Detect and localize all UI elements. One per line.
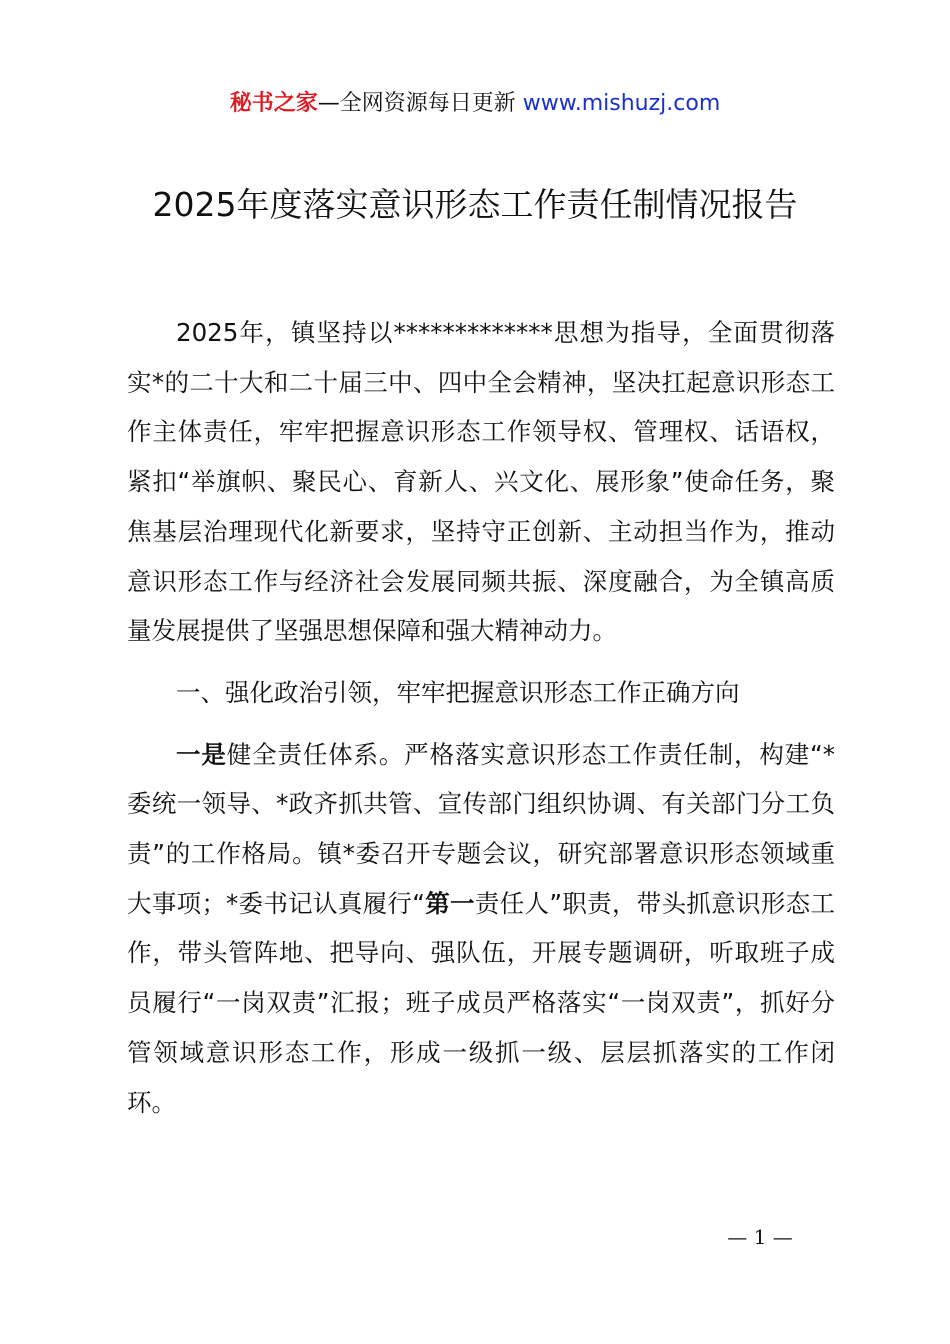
watermark-url[interactable]: www.mishuzj.com: [522, 91, 721, 116]
section-heading: 一、强化政治引领，牢牢把握意识形态工作正确方向: [176, 677, 740, 707]
document-title: 2025年度落实意识形态工作责任制情况报告: [152, 185, 798, 224]
document-body: [127, 308, 835, 1127]
intro-paragraph: 2025年，镇坚持以*************思想为指导，全面贯彻落实*的二十大和二十届三中、四中全会精神，坚决扛起意识形态工作主体责任，牢牢把握意识形态工作领导权、管理权、话语权，紧扣“举旗帜、聚民心、育新人、兴文化、展形象”使命任务，聚焦基层治理现代化新要求，坚持守正创新、主动担当作为，推动意识形态工作与经济社会发展同频共振、深度融合，为全镇高质量发展提供了坚强思想保障和强大精神动力。: [127, 318, 835, 646]
page-number: — 1 —: [727, 1225, 793, 1249]
point-text-a: 健全责任体系。严格落实意识形态工作责任制，构建“*委统一领导、*政齐抓共管、宣传部门组织协调、有关部门分工负责”的工作格局。镇*委召开专题会议，研究部署意识形态领域重大事项；*委书记认真履行“: [127, 739, 835, 918]
point-text-b: 责任人”职责，带头抓意识形态工作，带头管阵地、把导向、强队伍，开展专题调研，听取班子成员履行“一岗双责”汇报；班子成员严格落实“一岗双责”，抓好分管领域意识形态工作，形成一级抓一级、层层抓落实的工作闭环。: [127, 888, 835, 1117]
watermark-brand: 秘书之家: [229, 91, 318, 116]
watermark-banner: [0, 86, 950, 122]
point-paragraph: [127, 730, 835, 1128]
watermark-slogan: —全网资源每日更新: [317, 91, 523, 116]
point-lead: 一是: [176, 739, 227, 769]
point-emphasis: 第一: [424, 888, 475, 918]
